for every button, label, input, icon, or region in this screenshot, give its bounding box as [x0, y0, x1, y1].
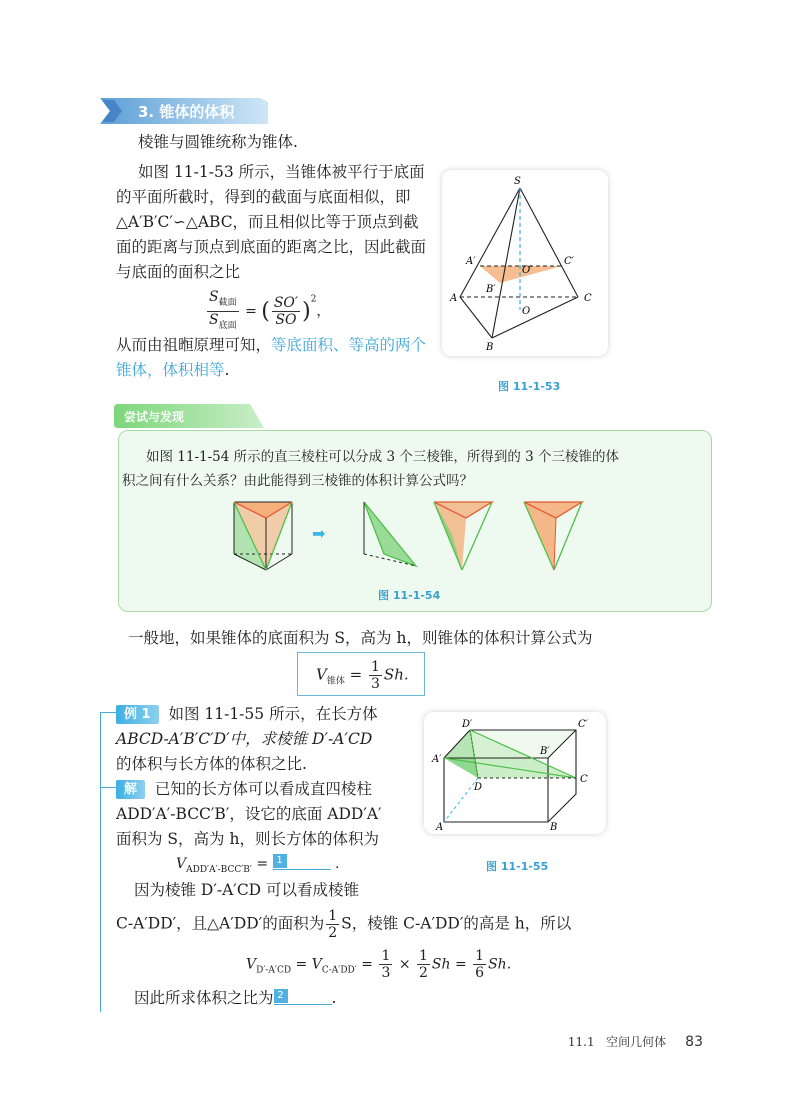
margin-rule [100, 712, 101, 1012]
svg-text:C: C [580, 774, 588, 785]
figure-11-1-55 [424, 712, 606, 834]
solution-l5: C-A′DD′，且△A′DD′的面积为 $\frac{1}{2}$ S，棱锥 C-A′DD′的高是 h，所以 [116, 908, 572, 941]
final-line: 因此所求体积之比为 2 . [134, 989, 337, 1007]
caption-11-1-55: 图 11-1-55 [486, 860, 549, 873]
solution-l4: 因为棱锥 D′-A′CD 可以看成棱锥 [134, 881, 360, 899]
svg-text:A: A [436, 822, 444, 833]
cuboid-volume: $V_{ADD'A'-BCC'B'}$ = 1 . [176, 855, 340, 875]
solution-chip: 解 [116, 780, 145, 799]
prism-diagram [226, 494, 606, 574]
highlight-2: 锥体，体积相等 [116, 361, 225, 379]
figure-11-1-54 [226, 494, 606, 574]
ratio-formula: $\frac{S_{截面}}{S_{底面}}$ = ( $\frac{SO'}{SO}$ )$^2$， [209, 289, 331, 331]
svg-text:O: O [522, 306, 531, 317]
answer-blank-1[interactable]: 1 [273, 853, 331, 870]
arrow-icon: ➡ [312, 524, 326, 543]
svg-text:C: C [584, 293, 592, 304]
figure-11-1-53 [442, 170, 608, 356]
p1-l1: 如图 11-1-53 所示，当锥体被平行于底面 [138, 163, 425, 181]
example-chip: 例 1 [116, 705, 159, 724]
page-number: 83 [685, 1034, 703, 1050]
p1-l3: △A′B′C′∽△ABC，而且相似比等于顶点到截 [116, 213, 419, 231]
caption-11-1-54: 图 11-1-54 [378, 589, 441, 602]
highlight-1: 等底面积、等高的两个 [271, 336, 427, 354]
solution: 解 已知的长方体可以看成直四棱柱 ADD′A′-BCC′B′，设它的底面 ADD′A′ 面积为 S，高为 h，则长方体的体积为 [116, 780, 382, 848]
page-footer [568, 1033, 703, 1050]
cuboid-diagram [424, 712, 606, 834]
svg-text:B: B [550, 822, 558, 833]
intro-para-2: 从而由祖暅原理可知，等底面积、等高的两个 锥体，体积相等. [116, 336, 427, 379]
svg-text:C′: C′ [578, 719, 588, 730]
try-l2: 积之间有什么关系？由此能得到三棱锥的体积计算公式吗？ [122, 473, 473, 489]
answer-blank-2[interactable]: 2 [274, 988, 332, 1005]
svg-text:B′: B′ [540, 746, 550, 757]
footer-section: 11.1 [567, 1035, 595, 1049]
try-l1: 如图 11-1-54 所示的直三棱柱可以分成 3 个三棱锥，所得到的 3 个三棱锥的体 [146, 449, 619, 465]
caption-11-1-53: 图 11-1-53 [498, 380, 561, 393]
svg-text:A: A [450, 293, 458, 304]
example-1: 例 1 如图 11-1-55 所示，在长方体 ABCD-A′B′C′D′中，求棱锥 D′-A′CD 的体积与长方体的体积之比. [116, 705, 378, 773]
pyramid-volume-equation: $V_{D'-A'CD} = V_{C-A'DD'}$ = $\frac{1}{3}$ × $\frac{1}{2}$ Sh = $\frac{1}{6}$ Sh. [246, 948, 512, 981]
intro-para [116, 160, 430, 285]
p1-l4: 面的距离与顶点到底面的距离之比，因此截面 [116, 238, 427, 256]
general-line: 一般地，如果锥体的底面积为 S，高为 h，则锥体的体积计算公式为 [128, 629, 593, 647]
svg-text:D′: D′ [462, 719, 473, 730]
try-tab-label: 尝试与发现 [124, 410, 185, 424]
cone-volume-formula: $V_{锥体}$ = $\frac{1}{3}$ Sh. [297, 652, 425, 696]
pyramid-diagram [442, 170, 608, 356]
svg-text:B′: B′ [486, 284, 496, 295]
section-title: 3. 锥体的体积 [138, 103, 235, 121]
svg-text:A′: A′ [466, 256, 476, 267]
p1-l2: 的平面所截时，得到的截面与底面相似，即 [116, 188, 411, 206]
svg-text:D: D [474, 782, 483, 793]
intro-line: 棱锥与圆锥统称为锥体. [138, 133, 298, 151]
svg-text:S: S [514, 176, 521, 187]
try-text [122, 445, 619, 493]
svg-text:C′: C′ [564, 256, 574, 267]
svg-text:A′: A′ [432, 754, 442, 765]
footer-chapter: 空间几何体 [606, 1035, 667, 1049]
try-tab [114, 404, 264, 428]
section-header [100, 96, 268, 126]
svg-text:B: B [486, 342, 494, 353]
svg-text:O′: O′ [522, 265, 533, 276]
p1-l5: 与底面的面积之比 [116, 263, 241, 281]
